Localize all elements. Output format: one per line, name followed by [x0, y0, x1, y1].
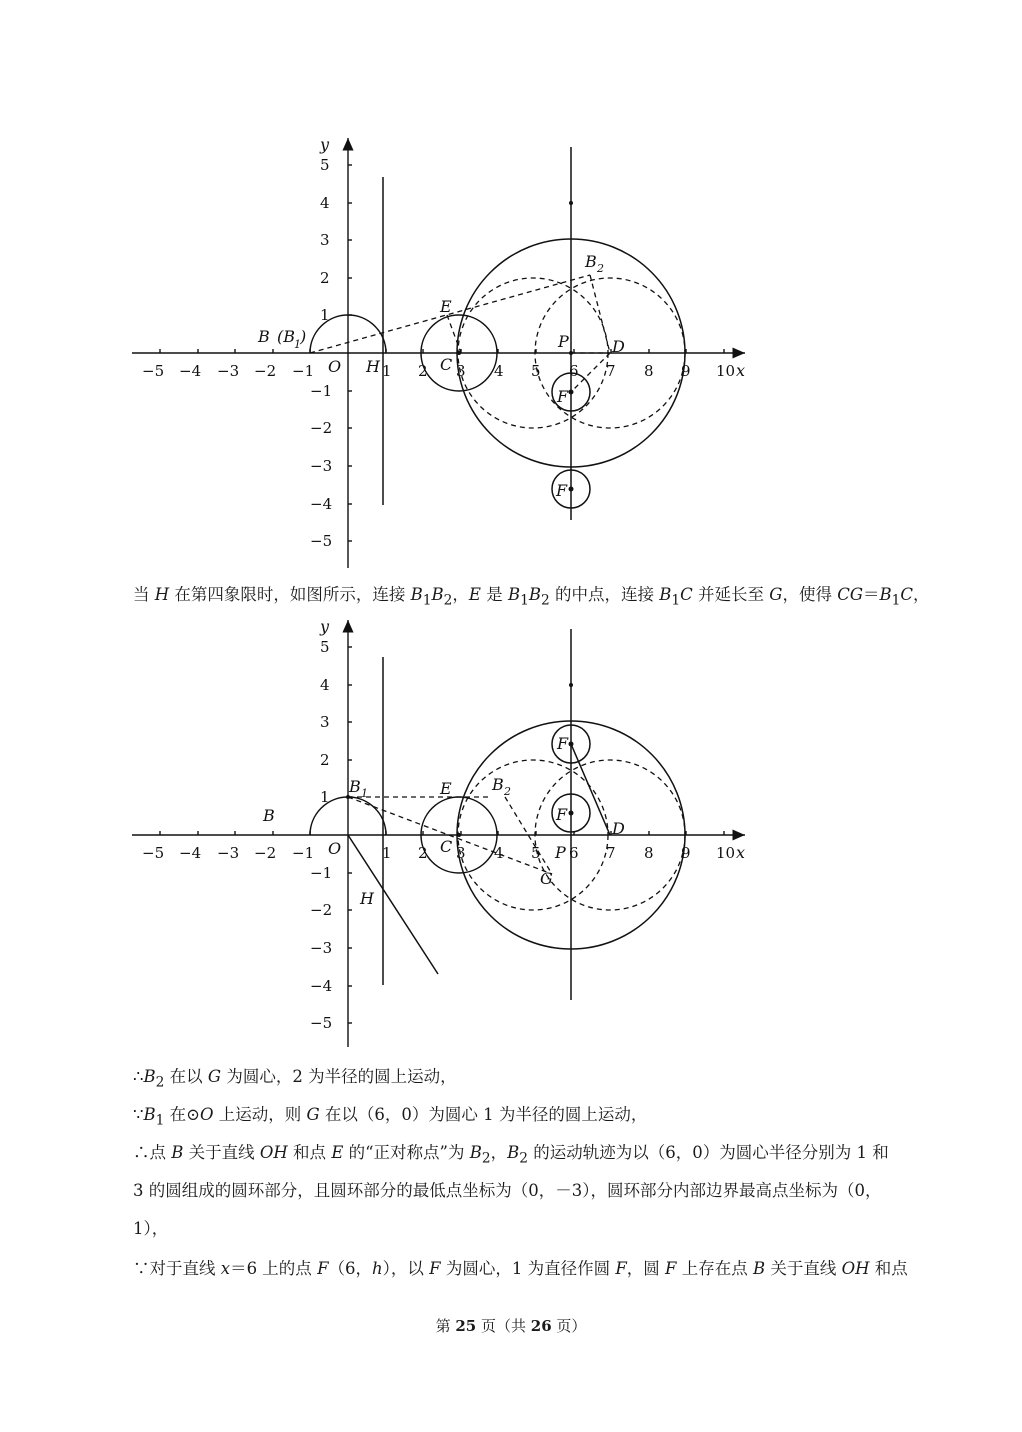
- y-tick-label: 1: [320, 306, 330, 324]
- line-b2-on-circle-g: $\therefore B_2$ 在以 G 为圆心，2 为半径的圆上运动，: [133, 1067, 457, 1091]
- label-f-inner: F: [557, 387, 569, 406]
- x-tick-label: −4: [179, 362, 202, 380]
- label-d: D: [612, 337, 625, 356]
- figure-1-svg: [120, 130, 760, 575]
- label-b2-sub: 2: [504, 785, 511, 798]
- y-tick-label: 1: [320, 788, 330, 806]
- label-b2: B: [492, 775, 504, 794]
- label-b1: B: [349, 777, 361, 796]
- point-c: [457, 833, 461, 837]
- x-tick-label: −1: [292, 362, 315, 380]
- x-tick-label: 3: [456, 362, 466, 380]
- label-b: B: [263, 806, 275, 825]
- line-b1-on-circle-o: $\because B_1$ 在⊙O 上运动，则 G 在以（6，0）为圆心 1 为半径的圆上运动，: [133, 1105, 648, 1129]
- label-p: P: [558, 332, 569, 351]
- label-e: E: [440, 779, 452, 798]
- point-c: [457, 351, 461, 355]
- y-tick-label: 5: [320, 638, 330, 656]
- point-f-lower: [569, 487, 574, 492]
- x-tick-label: 9: [681, 844, 691, 862]
- x-tick-label: −2: [254, 844, 277, 862]
- x-tick-label: 10: [716, 844, 736, 862]
- label-p: P: [555, 843, 566, 862]
- x-tick-label: 7: [606, 844, 616, 862]
- label-b2: B: [585, 252, 597, 271]
- line-point-f: ∵对于直线 x＝6 上的点 F（6，h），以 F 为圆心，1 为直径作圆 F，圆 F 上存在点 B 关于直线 OH 和点: [133, 1259, 908, 1278]
- label-b1-close: ): [300, 327, 307, 346]
- x-tick-label: 7: [606, 362, 616, 380]
- line-trajectory: ∴点 B 关于直线 OH 和点 E 的“正对称点”为 $B_2$，$B_2$ 的运动轨迹为以（6，0）为圆心半径分别为 1 和: [133, 1143, 889, 1167]
- y-tick-label: −5: [310, 1014, 333, 1032]
- line-f-d: [571, 744, 610, 835]
- y-tick-label: 2: [320, 751, 330, 769]
- label-b2-sub: 2: [597, 262, 604, 275]
- label-b: B: [258, 327, 270, 346]
- point-p: [569, 351, 573, 355]
- label-g: G: [540, 869, 553, 888]
- page-total: 26: [530, 1317, 552, 1335]
- x-tick-label: 8: [644, 362, 654, 380]
- x-tick-label: −5: [142, 844, 165, 862]
- y-tick-label: 5: [320, 156, 330, 174]
- x-tick-label: 1: [382, 362, 392, 380]
- x-tick-label: 6: [569, 844, 579, 862]
- x-tick-label: 2: [418, 844, 428, 862]
- y-tick-label: −3: [310, 939, 333, 957]
- y-tick-label: 4: [320, 676, 330, 694]
- x-tick-label: 5: [531, 362, 541, 380]
- x-tick-label: −4: [179, 844, 202, 862]
- label-f-inner: F: [556, 805, 568, 824]
- x-tick-label: 10: [716, 362, 736, 380]
- x-tick-label: −1: [292, 844, 315, 862]
- y-tick-label: 3: [320, 713, 330, 731]
- label-f-lower: F: [556, 481, 568, 500]
- point-f-inner: [569, 811, 574, 816]
- x-tick-label: −5: [142, 362, 165, 380]
- line-annulus: 3 的圆组成的圆环部分，且圆环部分的最低点坐标为（0，－3），圆环部分内部边界最高点坐标为（0，: [133, 1181, 882, 1200]
- x-tick-label: 8: [644, 844, 654, 862]
- point-y4: [569, 201, 573, 205]
- label-e: E: [440, 297, 452, 316]
- page-footer: 第 25 页（共 26 页）: [435, 1317, 587, 1335]
- y-axis-label: y: [320, 135, 330, 154]
- y-tick-label: −4: [310, 495, 333, 513]
- page-number: 25: [455, 1317, 477, 1335]
- label-c: C: [440, 355, 453, 374]
- y-tick-label: −1: [310, 864, 333, 882]
- figure-1: [120, 130, 760, 575]
- y-tick-label: 2: [320, 269, 330, 287]
- paragraph-h-fourth-quadrant: 当 H 在第四象限时，如图所示，连接 $B_1B_2$，E 是 $B_1B_2$ 的中点，连接 $B_1C$ 并延长至 G，使得 $CG=B_1C$，: [133, 585, 930, 609]
- x-axis-label: x: [736, 361, 746, 380]
- x-axis-label: x: [736, 843, 746, 862]
- y-tick-label: −5: [310, 532, 333, 550]
- y-tick-label: 4: [320, 194, 330, 212]
- y-tick-label: −3: [310, 457, 333, 475]
- label-d: D: [612, 819, 625, 838]
- y-tick-label: −2: [310, 419, 333, 437]
- x-tick-label: 4: [494, 844, 504, 862]
- y-tick-label: −1: [310, 382, 333, 400]
- y-tick-label: 3: [320, 231, 330, 249]
- dash-b2-d: [590, 275, 610, 353]
- y-tick-label: −4: [310, 977, 333, 995]
- x-tick-label: 2: [418, 362, 428, 380]
- label-b1-sub: 1: [361, 787, 368, 800]
- label-b1: (B: [277, 327, 295, 346]
- line-annulus-end: 1），: [133, 1219, 169, 1238]
- label-h: H: [366, 357, 380, 376]
- label-c: C: [440, 837, 453, 856]
- point-y4: [569, 683, 573, 687]
- x-tick-label: −3: [217, 844, 240, 862]
- y-tick-label: −2: [310, 901, 333, 919]
- origin-label: O: [328, 357, 342, 376]
- x-tick-label: 9: [681, 362, 691, 380]
- label-b1-sub: 1: [294, 338, 301, 351]
- origin-label: O: [328, 839, 342, 858]
- x-tick-label: 1: [382, 844, 392, 862]
- x-tick-label: 5: [531, 844, 541, 862]
- figure-2: [120, 612, 760, 1052]
- x-tick-label: 6: [569, 362, 579, 380]
- x-tick-label: −2: [254, 362, 277, 380]
- x-tick-label: 3: [456, 844, 466, 862]
- label-f-upper: F: [557, 734, 569, 753]
- figure-2-svg: [120, 612, 760, 1052]
- y-axis-label: y: [320, 617, 330, 636]
- x-tick-label: −3: [217, 362, 240, 380]
- x-tick-label: 4: [494, 362, 504, 380]
- label-h: H: [360, 889, 374, 908]
